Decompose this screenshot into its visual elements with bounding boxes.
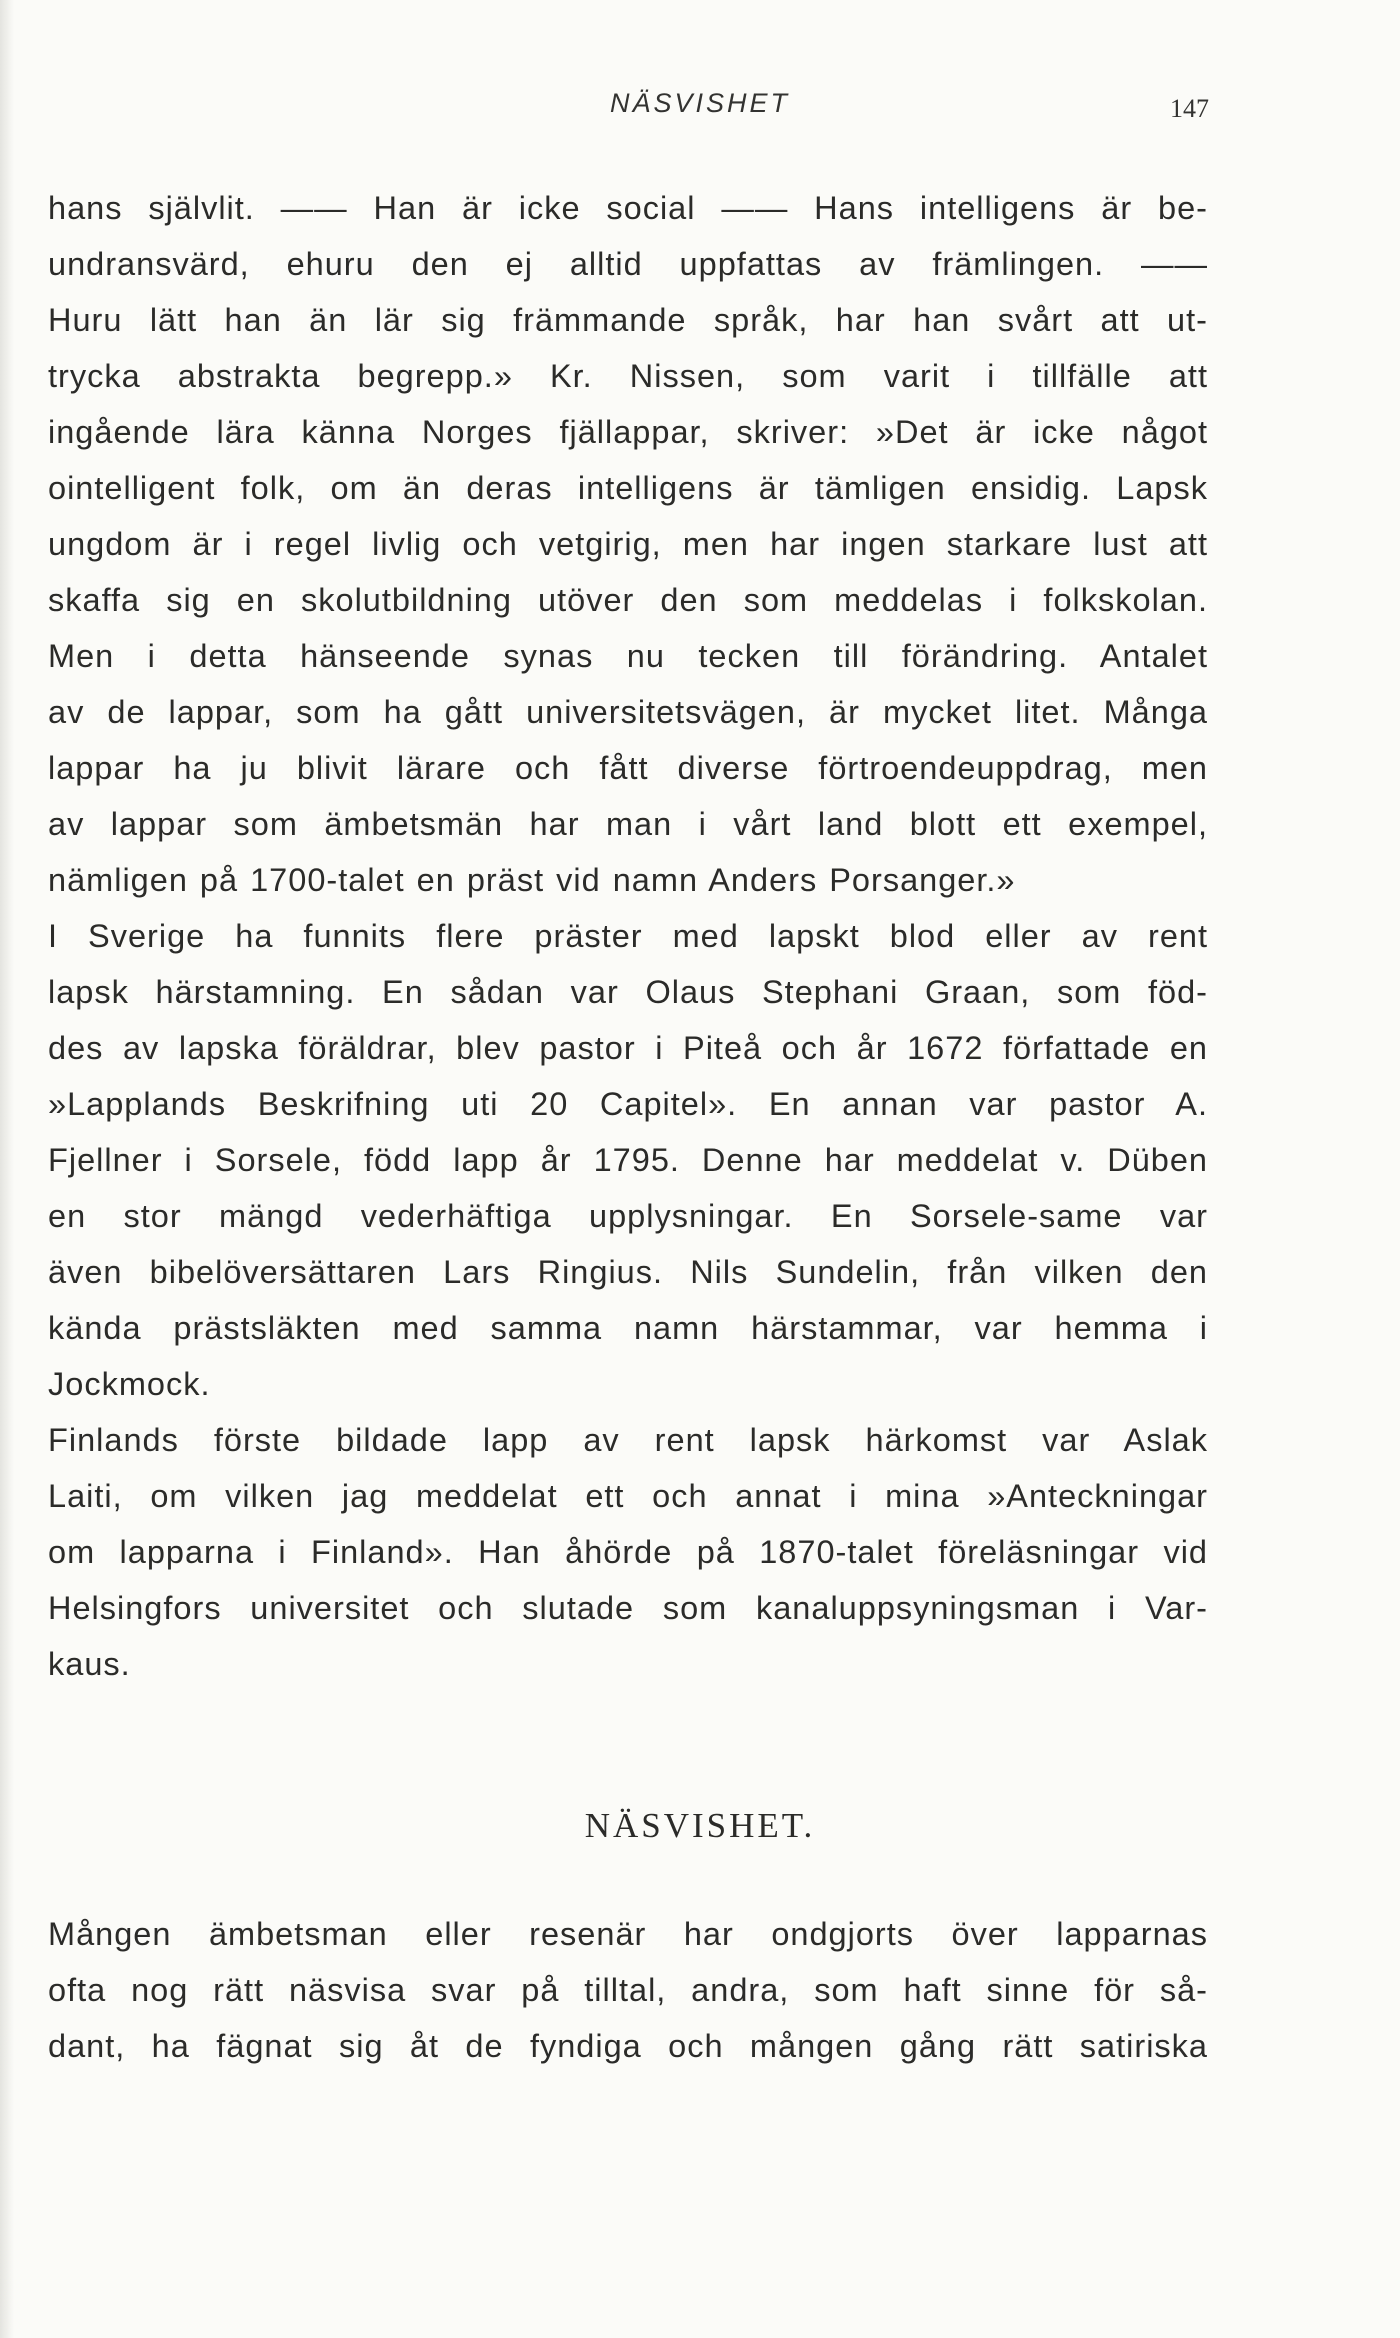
- text-line: om lapparna i Finland». Han åhörde på 1870-talet föreläsningar vid: [48, 1534, 1208, 1570]
- text-line: des av lapska föräldrar, blev pastor i Piteå och år 1672 författade en: [48, 1030, 1208, 1066]
- page-number: 147: [1170, 94, 1209, 123]
- body-paragraph-1: [48, 180, 1208, 1692]
- text-line: ointelligent folk, om än deras intelligens är tämligen ensidig. Lapsk: [48, 470, 1208, 506]
- text-line: Mången ämbetsman eller resenär har ondgjorts över lapparnas: [48, 1916, 1208, 1952]
- text-line: kaus.: [48, 1646, 131, 1682]
- section-heading: NÄSVISHET.: [584, 1806, 816, 1845]
- body-paragraph-2: [48, 1906, 1208, 2074]
- text-line: Jockmock.: [48, 1366, 211, 1402]
- text-line: Fjellner i Sorsele, född lapp år 1795. Denne har meddelat v. Düben: [48, 1142, 1208, 1178]
- text-line: hans självlit. —— Han är icke social —— Hans intelligens är be-: [48, 190, 1208, 226]
- running-head: [0, 88, 1400, 136]
- text-line: lapsk härstamning. En sådan var Olaus Stephani Graan, som föd-: [48, 974, 1208, 1010]
- text-line: nämligen på 1700-talet en präst vid namn Anders Porsanger.»: [48, 862, 1016, 898]
- text-line: kända prästsläkten med samma namn härstammar, var hemma i: [48, 1310, 1208, 1346]
- text-line: av de lappar, som ha gått universitetsvägen, är mycket litet. Många: [48, 694, 1208, 730]
- text-line: »Lapplands Beskrifning uti 20 Capitel». En annan var pastor A.: [48, 1086, 1208, 1122]
- text-line: Men i detta hänseende synas nu tecken till förändring. Antalet: [48, 638, 1208, 674]
- text-line: Huru lätt han än lär sig främmande språk, har han svårt att ut-: [48, 302, 1208, 338]
- text-line: även bibelöversättaren Lars Ringius. Nils Sundelin, från vilken den: [48, 1254, 1208, 1290]
- text-line: ofta nog rätt näsvisa svar på tilltal, andra, som haft sinne för så-: [48, 1972, 1208, 2008]
- page-edge-shadow: [0, 0, 14, 2338]
- text-line: ungdom är i regel livlig och vetgirig, men har ingen starkare lust att: [48, 526, 1208, 562]
- running-title: NÄSVISHET: [609, 88, 791, 118]
- text-line: trycka abstrakta begrepp.» Kr. Nissen, som varit i tillfälle att: [48, 358, 1208, 394]
- text-line: Finlands förste bildade lapp av rent lapsk härkomst var Aslak: [48, 1422, 1208, 1458]
- text-line: undransvärd, ehuru den ej alltid uppfattas av främlingen. ——: [48, 246, 1208, 282]
- text-line: ingående lära känna Norges fjällappar, skriver: »Det är icke något: [48, 414, 1208, 450]
- text-line: Helsingfors universitet och slutade som kanaluppsyningsman i Var-: [48, 1590, 1208, 1626]
- text-line: I Sverige ha funnits flere präster med lapskt blod eller av rent: [48, 918, 1208, 954]
- text-line: skaffa sig en skolutbildning utöver den som meddelas i folkskolan.: [48, 582, 1208, 618]
- text-line: en stor mängd vederhäftiga upplysningar. En Sorsele-same var: [48, 1198, 1208, 1234]
- text-line: lappar ha ju blivit lärare och fått diverse förtroendeuppdrag, men: [48, 750, 1208, 786]
- text-line: av lappar som ämbetsmän har man i vårt land blott ett exempel,: [48, 806, 1208, 842]
- text-line: dant, ha fägnat sig åt de fyndiga och mången gång rätt satiriska: [48, 2028, 1208, 2064]
- text-line: Laiti, om vilken jag meddelat ett och annat i mina »Anteckningar: [48, 1478, 1208, 1514]
